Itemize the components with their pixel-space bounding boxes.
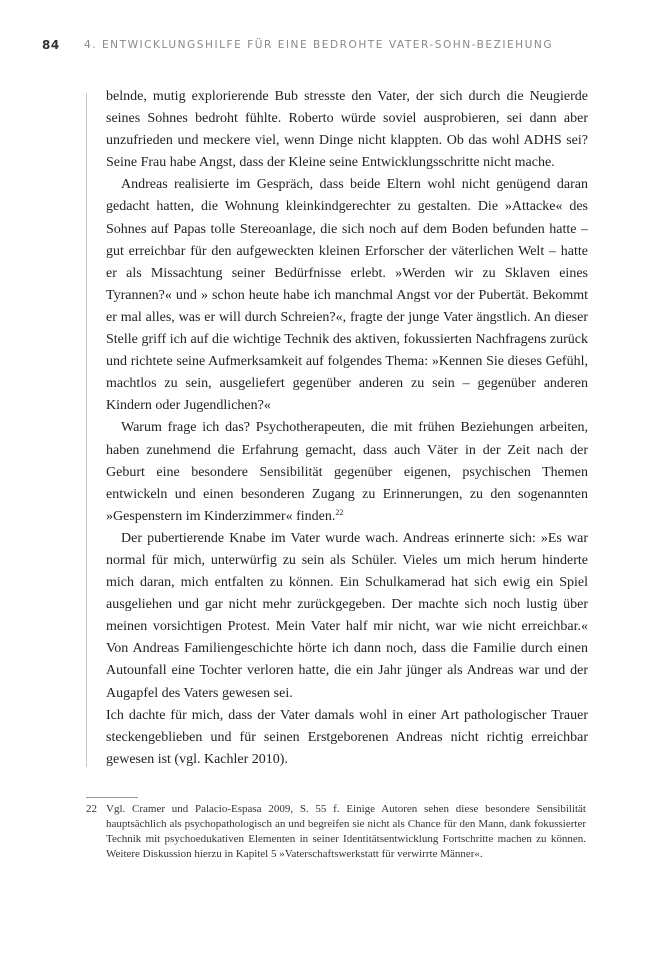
footnote [86,802,586,862]
paragraph: Andreas realisierte im Gespräch, dass beide Eltern wohl nicht genügend daran gedacht hatten, die Wohnung kleinkindgerechter zu gestalten. Die »Attacke« des Sohnes auf Papas tolle Stereoanlage, die sich noch auf dem Boden befunden hatte – gut erreichbar für den aufgeweckten kleinen Erforscher der väterlichen Welt – hatte er als Missachtung seiner Bedürfnisse erlebt. »Werden wir zu Sklaven eines Tyrannen?« und » schon heute habe ich manchmal Angst vor der Pubertät. Bekommt er mal alles, was er will durch Schreien?«, fragte der junge Vater ängstlich. An dieser Stelle griff ich auf die wichtige Technik des aktiven, fokussierten Nachfragens zurück und richtete seine Aufmerksamkeit auf folgendes Thema: »Kennen Sie dieses Gefühl, machtlos zu sein, ausgeliefert gegenüber anderen zu sein – gegenüber anderen Kindern oder Jugendlichen?« [106,177,588,414]
footnote-text: Vgl. Cramer und Palacio-Espasa 2009, S. 55 f. Einige Autoren sehen diese besondere Sensibilität hauptsächlich als psychopathologisch an und begreifen sie nicht als Chance für den Mann, dank fokussierter Technik mit psychoedukativen Elementen in seiner Identitätsentwicklung Fortschritte machen zu können. Weitere Diskussion hierzu in Kapitel 5 »Vaterschaftswerkstatt für verwirrte Männer«. [106,803,586,860]
paragraph: Ich dachte für mich, dass der Vater damals wohl in einer Art pathologischer Trauer steckengeblieben und für seinen Erstgeborenen Andreas nicht richtig erreichbar gewesen ist (vgl. Kachler 2010). [106,707,588,767]
body-text [106,86,588,771]
paragraph [106,417,588,527]
page-number: 84 [42,38,60,52]
paragraph-text: Warum frage ich das? Psychotherapeuten, die mit frühen Beziehungen arbeiten, haben zunehmend die Erfahrung gemacht, dass auch Väter in der Zeit nach der Geburt eine besondere Sensibilität gegenüber eigenen, psychischen Themen entwickeln und einen besonderen Zugang zu Erinnerungen, zu den sogenannten »Gespenstern im Kinderzimmer« finden. [106,420,588,524]
paragraph: Der pubertierende Knabe im Vater wurde wach. Andreas erinnerte sich: »Es war normal für mich, unterwürfig zu sein als Schüler. Vieles um mich herum hinderte mich daran, mich entfalten zu können. Ein Schulkamerad hat sich ewig ein Spiel ausgeliehen und gar nicht mehr zurückgegeben. Der machte sich noch lustig über meinen vorsichtigen Protest. Mein Vater half mir nicht, war wie nicht erreichbar.« Von Andreas Familiengeschichte hörte ich dann noch, dass die Familie durch einen Autounfall eine Tochter verloren hatte, die ein Jahr jünger als Andreas war und der Augapfel des Vaters gewesen sei. [106,530,588,701]
footnote-number: 22 [86,803,97,815]
footnote-divider [86,797,138,798]
chapter-title: 4. ENTWICKLUNGSHILFE FÜR EINE BEDROHTE VATER-SOHN-BEZIEHUNG [84,39,554,51]
margin-rule [86,93,87,767]
footnote-reference[interactable]: 22 [335,507,344,517]
running-head [0,38,650,54]
paragraph: belnde, mutig explorierende Bub stresste den Vater, der sich durch die Neugierde seines Sohnes bedroht fühlte. Roberto würde soviel ausprobieren, sei dann aber unzufrieden und meckere viel, wenn Dinge nicht klappten. Ob das wohl ADHS sei? Seine Frau habe Angst, dass der Kleine seine Entwicklungsschritte nicht mache. [106,89,588,171]
